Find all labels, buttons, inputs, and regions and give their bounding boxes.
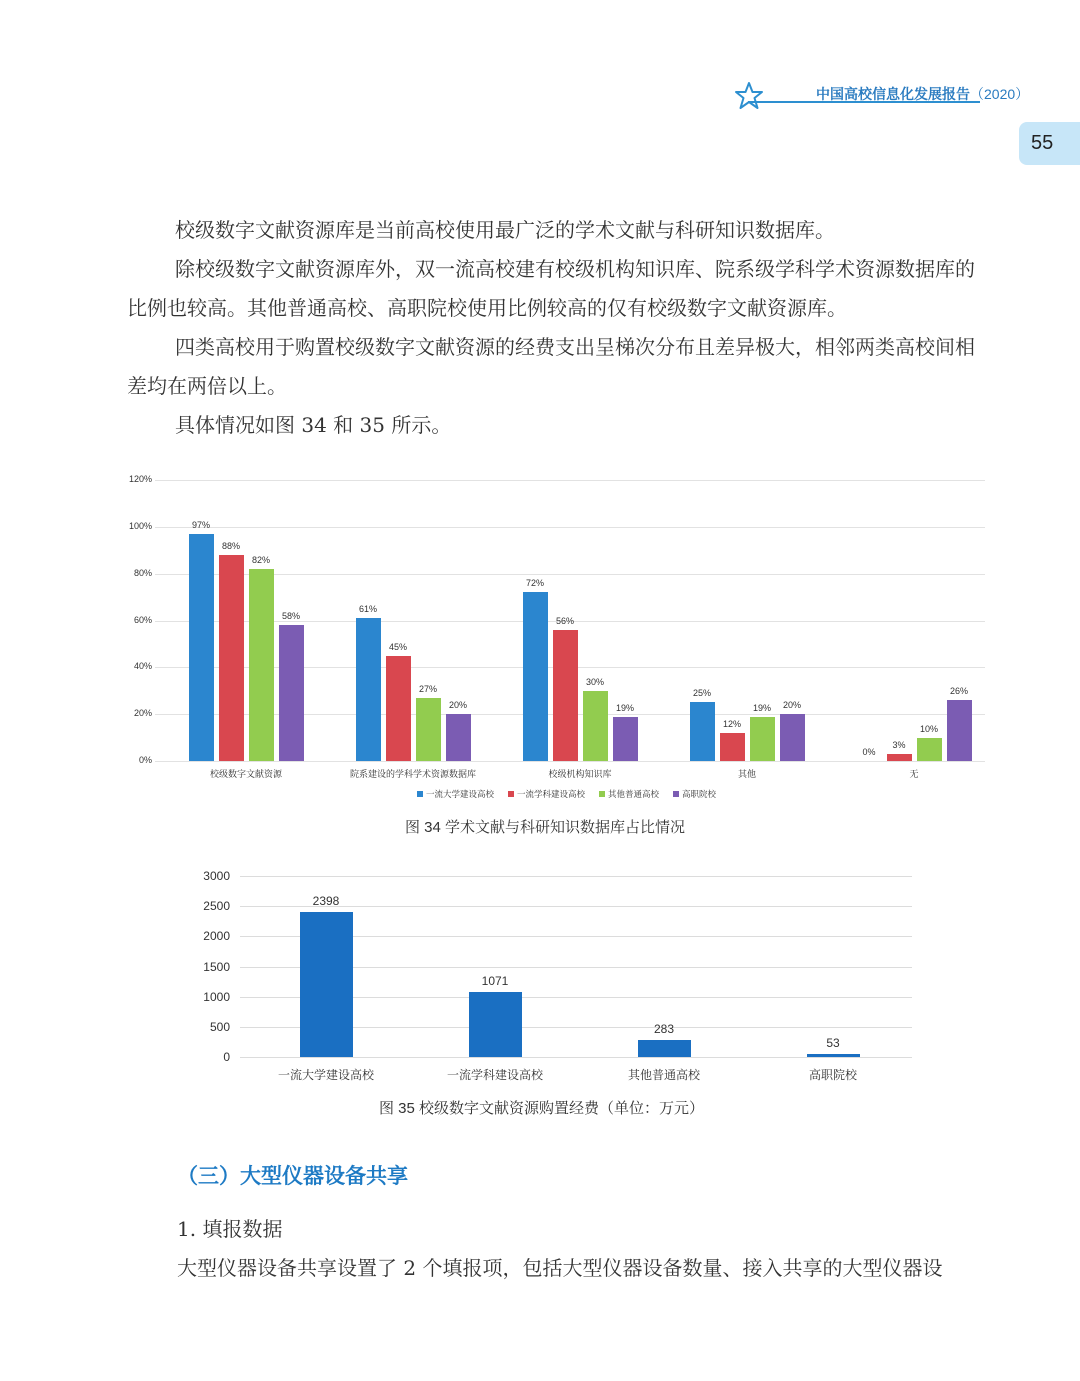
y-tick-label: 1500	[203, 959, 230, 974]
bar-value-label: 12%	[722, 718, 741, 729]
legend-label: 其他普通高校	[608, 789, 660, 799]
subsection-heading: 1. 填报数据	[177, 1217, 283, 1241]
figure-35-caption: 图 35 校级数字文献资源购置经费（单位：万元）	[379, 1100, 705, 1117]
paragraph: 四类高校用于购置校级数字文献资源的经费支出呈梯次分布且差异极大，相邻两类高校间相差均在两倍以上。	[127, 335, 975, 398]
y-tick-label: 120%	[128, 474, 152, 484]
y-tick-label: 3000	[203, 869, 230, 883]
x-category-label: 其他	[737, 769, 756, 779]
figure-34-caption: 图 34 学术文献与科研知识数据库占比情况	[405, 819, 686, 836]
paragraph: 大型仪器设备共享设置了 2 个填报项，包括大型仪器设备数量、接入共享的大型仪器设	[177, 1256, 943, 1280]
bar-value-label: 72%	[525, 578, 544, 589]
bar-value-label: 1071	[481, 974, 509, 989]
paragraph: 除校级数字文献资源库外，双一流高校建有校级机构知识库、院系级学科学术资源数据库的比例也较高。其他普通高校、高职院校使用比例较高的仅有校级数字文献资源库。	[127, 257, 975, 320]
page-number: 55	[1031, 132, 1054, 154]
bar-value-label: 19%	[752, 702, 771, 713]
y-tick-label: 100%	[128, 520, 152, 531]
bar	[469, 992, 522, 1057]
x-category-label: 校级数字文献资源	[209, 769, 282, 779]
bar-value-label: 58%	[281, 611, 300, 622]
bar-value-label: 283	[653, 1021, 675, 1036]
bar-value-label: 30%	[585, 676, 604, 687]
bar	[300, 912, 353, 1057]
bar-value-label: 10%	[919, 723, 938, 734]
gridline	[240, 876, 912, 877]
x-category-label: 一流大学建设高校	[277, 1068, 374, 1082]
y-tick-label: 2000	[203, 929, 230, 944]
bar-value-label: 0%	[862, 747, 876, 757]
y-tick-label: 80%	[133, 567, 152, 578]
legend-label: 高职院校	[682, 789, 717, 799]
bar	[638, 1040, 691, 1057]
y-tick-label: 0%	[138, 755, 152, 765]
bar-value-label: 61%	[358, 604, 377, 615]
bar-value-label: 20%	[782, 700, 801, 711]
bar	[807, 1054, 860, 1057]
running-header: 中国高校信息化发展报告（2020）	[816, 86, 1030, 102]
x-category-label: 校级机构知识库	[548, 769, 612, 779]
bar-value-label: 19%	[615, 702, 634, 713]
bar-value-label: 3%	[892, 739, 906, 750]
bar-value-label: 45%	[388, 641, 407, 652]
section-heading: （三）大型仪器设备共享	[177, 1165, 408, 1188]
x-category-label: 无	[909, 769, 919, 779]
bar-value-label: 20%	[448, 700, 467, 711]
bar-value-label: 27%	[418, 683, 437, 694]
legend-label: 一流大学建设高校	[426, 789, 495, 799]
bar-value-label: 2398	[312, 894, 340, 909]
bar-value-label: 97%	[191, 519, 210, 530]
bar-value-label: 56%	[555, 615, 574, 626]
bar-value-label: 82%	[251, 554, 270, 565]
bar-value-label: 26%	[949, 686, 968, 697]
bar-value-label: 53	[826, 1035, 840, 1050]
paragraph: 具体情况如图 34 和 35 所示。	[175, 413, 452, 437]
y-tick-label: 20%	[133, 708, 152, 719]
paragraph: 校级数字文献资源库是当前高校使用最广泛的学术文献与科研知识数据库。	[175, 218, 835, 242]
x-category-label: 高职院校	[808, 1068, 857, 1082]
y-tick-label: 2500	[203, 899, 230, 914]
legend-label: 一流学科建设高校	[517, 789, 586, 799]
bar-value-label: 88%	[221, 540, 240, 551]
bar-value-label: 25%	[692, 688, 711, 699]
x-category-label: 一流学科建设高校	[446, 1068, 543, 1082]
gridline	[240, 1057, 912, 1058]
y-tick-label: 0	[223, 1050, 230, 1064]
x-category-label: 其他普通高校	[627, 1068, 700, 1082]
y-tick-label: 60%	[133, 614, 152, 625]
y-tick-label: 500	[209, 1019, 230, 1034]
y-tick-label: 1000	[203, 989, 230, 1004]
y-tick-label: 40%	[133, 661, 152, 672]
x-category-label: 院系建设的学科学术资源数据库	[349, 769, 476, 779]
